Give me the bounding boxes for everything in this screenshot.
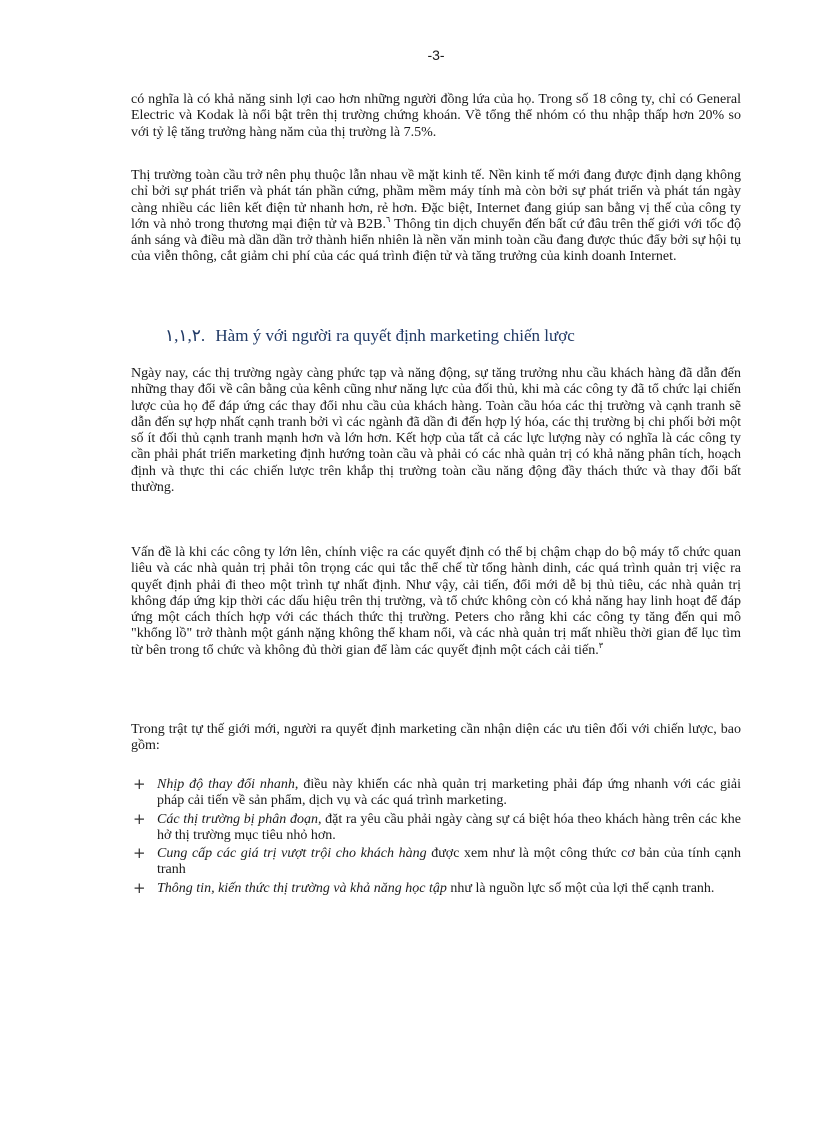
footnote-ref-3: ٣ [598, 640, 604, 650]
paragraph-4 [131, 545, 741, 659]
list-item-text: , đặt ra yêu cầu phải ngày càng sự cá biệt hóa theo khách hàng trên các khe hở thị trường mục tiêu nhỏ hơn. [157, 811, 742, 843]
list-item [131, 777, 741, 810]
list-item-emphasis: Thông tin, kiến thức thị trường và khả năng học tập [157, 880, 447, 896]
section-title: Hàm ý với người ra quyết định marketing chiến lược [215, 326, 575, 345]
list-item [131, 809, 742, 845]
paragraph-3: Ngày nay, các thị trường ngày càng phức tạp và năng động, sự tăng trưởng nhu cầu khách hàng đã dẫn đến những thay đổi về cân bằng của kênh cũng như năng lực của đối thủ, khi mà các công ty đã tổ chức lại chiến lược của họ để đáp ứng các thay đổi nhu cầu của khách hàng. Toàn cầu hóa các thị trường và cạnh tranh sẽ dẫn đến sự hợp nhất cạnh tranh bởi vì các ngành đã dần đi đến hợp lý hóa, các thị trường bị chi phối bởi một số ít đối thủ cạnh tranh mạnh hơn và lớn hơn. Kết hợp của tất cả các lực lượng này có nghĩa là các công ty cần phải phát triển marketing định hướng toàn cầu và phải có các nhà quản trị có khả năng phân tích, hoạch định và thực thi các chiến lược trên khắp thị trường toàn cầu năng động đầy thách thức và thay đổi bất thường. [131, 366, 741, 496]
list-item-text: được xem như là một công thức cơ bản của tính cạnh tranh [157, 846, 741, 878]
plus-icon: + [133, 844, 146, 863]
paragraph-2-text: Thị trường toàn cầu trở nên phụ thuộc lẫn nhau về mặt kinh tế. Nền kinh tế mới đang được định dạng không chỉ bởi sự phát triển và phát tán phần cứng, phầm mềm máy tính mà còn bởi sự phát triển và phát tán ngày càng nhiều các liên kết điện tử nhanh hơn, rẻ hơn. Đặc biệt, Internet đang giúp san bằng vị thế của công ty lớn và nhỏ trong thương mại điện tử và B2B. [131, 168, 741, 232]
plus-icon: + [133, 809, 146, 828]
list-item-emphasis: Nhịp độ thay đổi nhanh [157, 777, 295, 792]
footnote-ref-6: ٦ [386, 214, 391, 224]
paragraph-4-text: Vấn đề là khi các công ty lớn lên, chính việc ra các quyết định có thể bị chậm chạp do bộ máy tổ chức quan liêu và các nhà quản trị phải tôn trọng các qui tắc thể chế từ tổng hành dinh, các quá trình quản trị việc ra quyết định phải đi theo một trình tự nhất định. Như vậy, cải tiến, đổi mới dễ bị thủ tiêu, các nhà quản trị không đáp ứng kịp thời các dấu hiệu trên thị trường, và tổ chức không còn có khả năng hay linh hoạt để đáp ứng một cách thích hợp với các thách thức thị trường. Peters cho rằng khi các công ty tăng đến qui mô "khổng lồ" trở thành một gánh nặng không thể kham nổi, và các nhà quản trị mất nhiều thời gian để lục tìm từ bên trong tổ chức và không đủ thời gian để làm các quyết định một cách cải tiến. [131, 545, 741, 658]
list-item-emphasis: Các thị trường bị phân đoạn [157, 811, 318, 827]
paragraph-1: có nghĩa là có khả năng sinh lợi cao hơn những người đồng lứa của họ. Trong số 18 công ty, chỉ có General Electric và Kodak là nổi bật trên thị trường chứng khoán. Về tổng thể nhóm có thu nhập thấp hơn 20% so với tỷ lệ tăng trưởng hàng năm của thị trường là 7.5%. [131, 92, 741, 140]
list-item [131, 846, 741, 879]
list-item-emphasis: Cung cấp các giá trị vượt trội cho khách hàng [157, 846, 427, 862]
plus-icon: + [133, 878, 146, 897]
page-number: -3- [427, 47, 445, 63]
list-item [131, 878, 741, 897]
list-item-text: , điều này khiến các nhà quản trị marketing phải đáp ứng nhanh với các giải pháp cải tiến về sản phẩm, dịch vụ và các quá trình marketing. [157, 777, 741, 809]
list-item-text: như là nguồn lực số một của lợi thế cạnh tranh. [446, 880, 715, 896]
paragraph-2 [131, 168, 741, 266]
priority-list [131, 777, 741, 899]
section-heading [165, 326, 741, 346]
section-number: ١,١,٢. [165, 326, 206, 345]
plus-icon: + [133, 775, 146, 793]
paragraph-5: Trong trật tự thế giới mới, người ra quyết định marketing cần nhận diện các ưu tiên đối với chiến lược, bao gồm: [131, 722, 741, 754]
paragraph-2-continued: Thông tin dịch chuyển đến bất cứ đâu trên thế giới với tốc độ ánh sáng và điều mà dần dần trở thành hiển nhiên là nền văn minh toàn cầu đang được thúc đẩy bởi sự hội tụ của viễn thông, cắt giảm chi phí của các quá trình điện tử và tăng trưởng của kinh doanh Internet. [131, 216, 741, 265]
